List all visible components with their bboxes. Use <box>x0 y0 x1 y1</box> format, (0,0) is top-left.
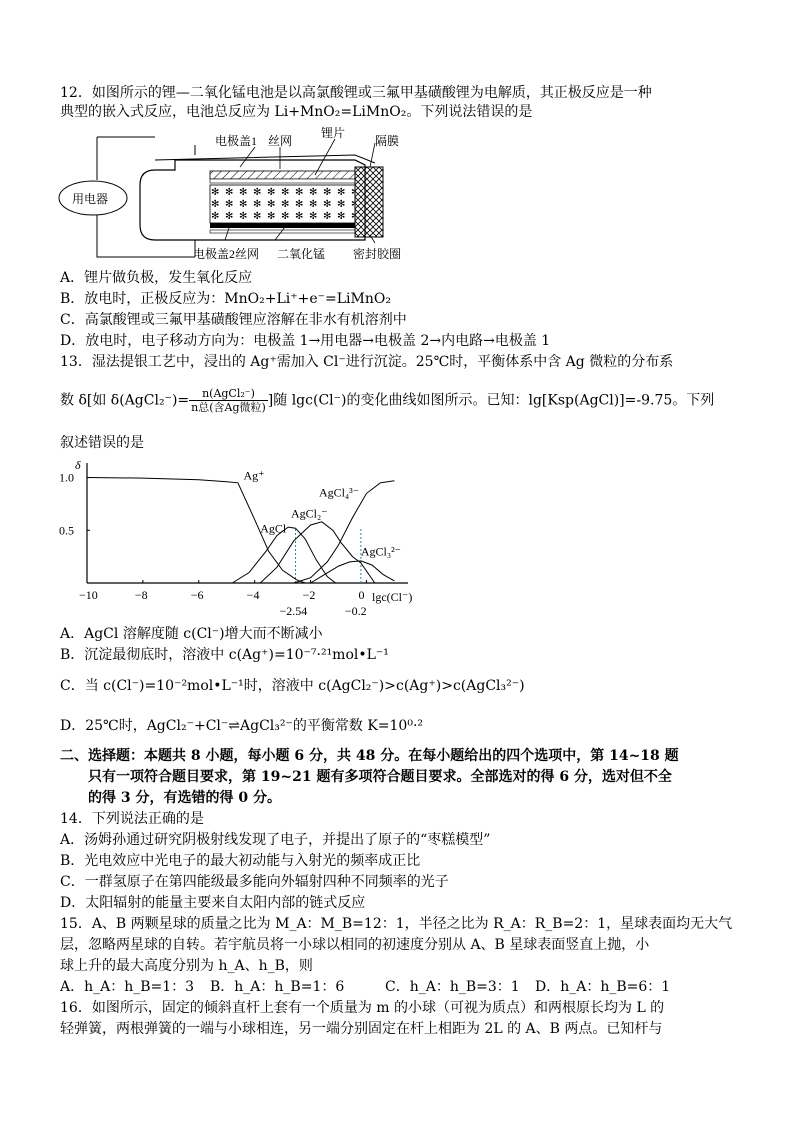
x-tick-label: −10 <box>79 588 98 602</box>
x-tick-label: 0 <box>358 588 365 602</box>
x-tick-label: −2 <box>302 588 316 602</box>
label-cap1: 电极盖1 <box>215 134 258 148</box>
series-curve <box>311 561 395 583</box>
section-2-title-line3: 的得 3 分，有选错的得 0 分。 <box>88 790 281 806</box>
annotation-label: −0.2 <box>344 604 367 618</box>
q14-option-d: D．太阳辐射的能量主要来自太阳内部的链式反应 <box>60 895 366 911</box>
q15-option-d: D．h_A：h_B=6：1 <box>535 979 671 995</box>
section-2-title-line2: 只有一项符合题目要求，第 19~21 题有多项符合题目要求。全部选对的得 6 分，选对但不全 <box>88 769 672 785</box>
x-axis-label: lgc(Cl⁻) <box>372 590 413 604</box>
fraction-numerator: n(AgCl₂⁻) <box>189 387 268 401</box>
label-cap2-mesh: 电极盖2丝网 <box>193 247 260 261</box>
series-curve <box>232 527 335 583</box>
q13-option-b: B．沉淀最彻底时，溶液中 c(Ag⁺)=10⁻⁷·²¹mol•L⁻¹ <box>60 647 389 663</box>
q16-stem-line2: 轻弹簧，两根弹簧的一端与小球相连，另一端分别固定在杆上相距为 2L 的 A、B 两点。已知杆与 <box>60 1021 663 1037</box>
label-seal: 密封胶圈 <box>353 247 402 261</box>
q12-option-d: D．放电时，电子移动方向为：电极盖 1→用电器→电极盖 2→内电路→电极盖 1 <box>60 333 551 349</box>
y-tick-label: 1.0 <box>59 470 74 485</box>
q14-option-c: C．一群氢原子在第四能级最多能向外辐射四种不同频率的光子 <box>60 874 449 890</box>
q12-option-b: B．放电时，正极反应为：MnO₂+Li⁺+e⁻=LiMnO₂ <box>60 291 391 307</box>
q12-stem-line2: 典型的嵌入式反应，电池总反应为 Li+MnO₂=LiMnO₂。下列说法错误的是 <box>60 104 533 120</box>
q15-option-a: A．h_A：h_B=1：3 <box>60 979 195 995</box>
q13-stem-line3: 叙述错误的是 <box>60 435 144 451</box>
series-label: AgCl₂⁻ <box>291 506 328 521</box>
label-mno2: 二氧化锰 <box>277 247 326 261</box>
series-label: Ag⁺ <box>243 468 265 483</box>
label-separator: 隔膜 <box>375 134 400 148</box>
q15-stem-line3: 球上升的最大高度分别为 h_A、h_B，则 <box>60 958 313 974</box>
q14-stem: 14．下列说法正确的是 <box>60 811 204 827</box>
x-tick-label: −6 <box>190 588 204 602</box>
x-tick-label: −8 <box>134 588 148 602</box>
distribution-fraction <box>189 387 268 414</box>
series-label: AgCl <box>260 521 287 536</box>
y-tick-label: 0.5 <box>59 523 74 538</box>
q13-option-d: D．25℃时，AgCl₂⁻+Cl⁻⇌AgCl₃²⁻的平衡常数 K=10⁰·² <box>60 718 424 734</box>
chart-labels <box>59 458 412 618</box>
x-tick-label: −4 <box>246 588 260 602</box>
annotation-label: −2.54 <box>279 604 308 618</box>
q15-stem-line1: 15．A、B 两颗星球的质量之比为 M_A：M_B=12：1，半径之比为 R_A：R_B=2：1，星球表面均无大气 <box>60 916 733 932</box>
label-mesh-top: 丝网 <box>268 134 293 148</box>
q14-option-a: A．汤姆孙通过研究阴极射线发现了电子，并提出了原子的“枣糕模型” <box>60 832 491 848</box>
q15-option-c: C．h_A：h_B=3：1 <box>385 979 520 995</box>
q13-option-a: A．AgCl 溶解度随 c(Cl⁻)增大而不断减小 <box>60 626 323 642</box>
q15-option-b: B．h_A：h_B=1：6 <box>210 979 345 995</box>
section-2-title-line1: 二、选择题：本题共 8 小题，每小题 6 分，共 48 分。在每小题给出的四个选项中，第 14~18 题 <box>60 748 679 764</box>
battery-diagram <box>55 125 415 265</box>
q13-stem-part-a: 数 δ[如 δ(AgCl₂⁻)= <box>60 392 190 409</box>
label-device: 用电器 <box>72 192 109 206</box>
q12-option-a: A．锂片做负极，发生氧化反应 <box>60 270 253 286</box>
q12-option-c: C．高氯酸锂或三氟甲基磺酸锂应溶解在非水有机溶剂中 <box>60 312 407 328</box>
q14-option-b: B．光电效应中光电子的最大初动能与入射光的频率成正比 <box>60 853 421 869</box>
label-li: 锂片 <box>321 126 346 140</box>
series-label: AgCl₄³⁻ <box>318 485 360 500</box>
q13-option-c: C．当 c(Cl⁻)=10⁻²mol•L⁻¹时，溶液中 c(AgCl₂⁻)>c(Ag⁺)>c(AgCl₃²⁻) <box>60 678 525 694</box>
y-axis-label: δ <box>75 458 81 472</box>
q16-stem-line1: 16．如图所示，固定的倾斜直杆上套有一个质量为 m 的小球（可视为质点）和两根原长均为 L 的 <box>60 1000 665 1016</box>
q13-stem-line2 <box>60 387 714 414</box>
fraction-denominator: n总(含Ag微粒) <box>191 401 266 414</box>
q13-stem-line1: 13．湿法提银工艺中，浸出的 Ag⁺需加入 Cl⁻进行沉淀。25℃时，平衡体系中含 Ag 微粒的分布系 <box>60 354 674 370</box>
q13-stem-part-b: ]随 lgc(Cl⁻)的变化曲线如图所示。已知：lg[Ksp(AgCl)]=-9.75。下列 <box>267 392 715 409</box>
distribution-chart <box>55 455 415 627</box>
q15-stem-line2: 层，忽略两星球的自转。若宇航员将一小球以相同的初速度分别从 A、B 星球表面竖直上抛，小 <box>60 937 650 953</box>
q12-stem-line1: 12．如图所示的锂—二氧化锰电池是以高氯酸锂或三氟甲基磺酸锂为电解质，其正极反应是一种 <box>60 85 652 101</box>
series-label: AgCl₃²⁻ <box>360 544 401 559</box>
